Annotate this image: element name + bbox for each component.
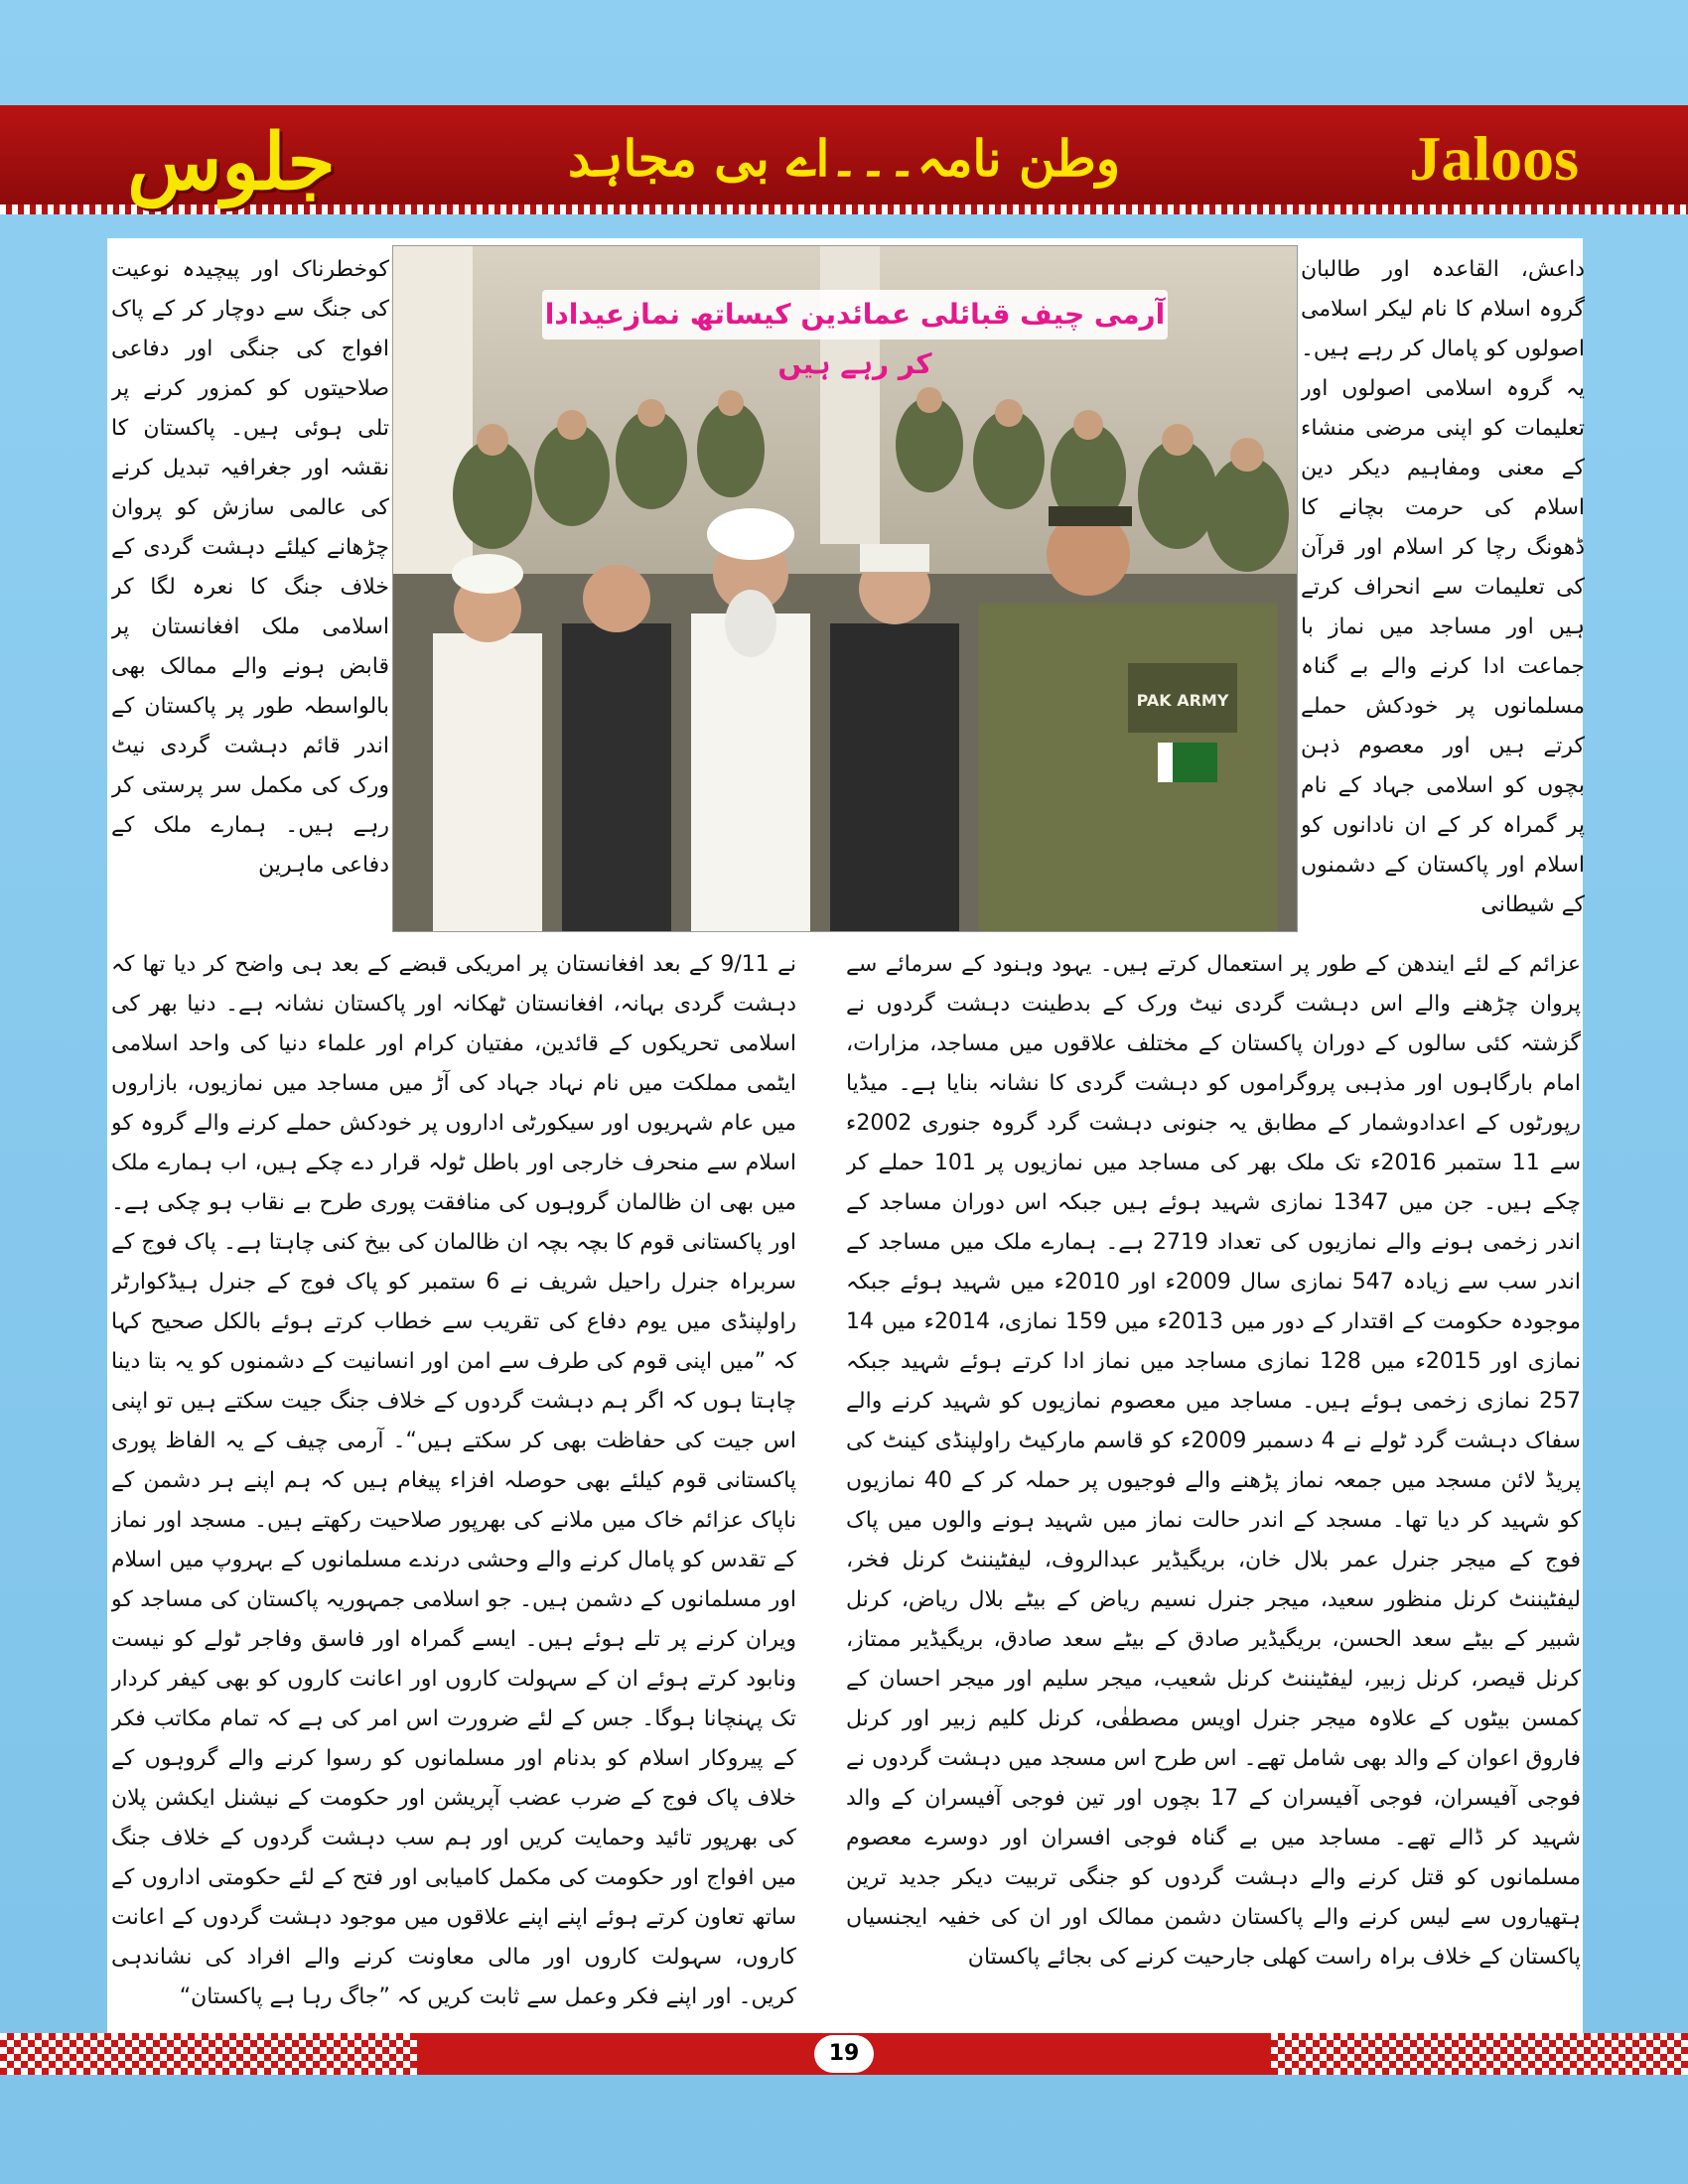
footer-checker-right	[1271, 2033, 1688, 2075]
column-left-top: کوخطرناک اور پیچیدہ نوعیت کی جنگ سے دوچار کر کے پاک افواج کی جنگی اور دفاعی صلاحیتوں کو کمزور کرنے پر تلی ہوئی ہیں۔ پاکستان کا نقشہ اور جغرافیہ تبدیل کرنے کی عالمی سازش کو پروان چڑھانے کیلئے دہشت گردی کے خلاف جنگ کا نعرہ لگا کر اسلامی ملک افغانستان پر قابض ہونے والے ممالک بھی بالواسطہ طور پر پاکستان کے اندر قائم دہشت گردی نیٹ ورک کی مکمل سر پرستی کر رہے ہیں۔ ہمارے ملک کے دفاعی ماہرین	[111, 257, 389, 878]
column-title: وطن نامہ۔۔۔اے بی مجاہد	[568, 129, 1120, 188]
uniform-patch-text: PAK ARMY	[1136, 691, 1229, 710]
column-right-top: داعش، القاعدہ اور طالبان گروہ اسلام کا نام لیکر اسلامی اصولوں کو پامال کر رہے ہیں۔ یہ گروہ اسلامی اصولوں اور تعلیمات کو اپنی مرضی منشاء کے معنی ومفاہیم دیکر دین اسلام کی حرمت بچانے کا ڈھونگ رچا کر اسلام اور قرآن کی تعلیمات سے انحراف کرتے ہیں اور مساجد میں نماز با جماعت ادا کرنے والے بے گناہ مسلمانوں پر خودکش حملے کرتے ہیں اور معصوم ذہن بچوں کو اسلامی جہاد کے نام پر گمراہ کر کے ان نادانوں کو اسلام اور پاکستان کے دشمنوں کے شیطانی	[1301, 257, 1585, 917]
logo-urdu: جلوس	[127, 117, 336, 207]
logo-english: Jaloos	[1409, 123, 1579, 194]
column-bottom-left: نے 9/11 کے بعد افغانستان پر امریکی قبضے کے بعد ہی واضح کر دیا تھا کہ دہشت گردی بہانہ، افغانستان ٹھکانہ اور پاکستان نشانہ ہے۔ دنیا بھر کی اسلامی تحریکوں کے قائدین، مفتیان کرام اور علماء دنیا کی واحد اسلامی ایٹمی مملکت میں نام نہاد جہاد کی آڑ میں مساجد میں نمازیوں، بازاروں میں عام شہریوں اور سیکورٹی اداروں پر خودکش حملے کرنے والے گروہ کو اسلام سے منحرف خارجی اور باطل ٹولہ قرار دے چکے ہیں، اب ہمارے ملک میں بھی ان ظالمان گروہوں کی منافقت پوری طرح بے نقاب ہو چکی ہے۔ اور پاکستانی قوم کا بچہ بچہ ان ظالمان کی بیخ کنی چاہتا ہے۔ پاک فوج کے سربراہ جنرل راحیل شریف نے 6 ستمبر کو پاک فوج کے جنرل ہیڈکوارٹر راولپنڈی میں یوم دفاع کی تقریب سے خطاب کرتے ہوئے بالکل صحیح کہا کہ ”میں اپنی قوم کی طرف سے امن اور انسانیت کے دشمنوں کو یہ بتا دینا چاہتا ہوں کہ اگر ہم دہشت گردوں کے خلاف جنگ جیت سکتے ہیں تو اپنی اس جیت کی حفاظت بھی کر سکتے ہیں“۔ آرمی چیف کے یہ الفاظ پوری پاکستانی قوم کیلئے بھی حوصلہ افزاء پیغام ہیں کہ ہم اپنے ہر دشمن کے ناپاک عزائم خاک میں ملانے کی بھرپور صلاحیت رکھتے ہیں۔ مسجد اور نماز کے تقدس کو پامال کرنے والے وحشی درندے مسلمانوں کے بہروپ میں اسلام اور مسلمانوں کے دشمن ہیں۔ جو اسلامی جمہوریہ پاکستان کی مساجد کو ویران کرنے پر تلے ہوئے ہیں۔ ایسے گمراہ اور فاسق وفاجر ٹولے کو نیست ونابود کرتے ہوئے ان کے سہولت کاروں اور اعانت کاروں کو بھی کیفر کردار تک پہنچانا ہوگا۔ جس کے لئے ضرورت اس امر کی ہے کہ تمام مکاتب فکر کے پیروکار اسلام کو بدنام اور مسلمانوں کو رسوا کرنے والے گروہوں کے خلاف پاک فوج کے ضرب عضب آپریشن اور حکومت کے نیشنل ایکشن پلان کی بھرپور تائید وحمایت کریں اور ہم سب دہشت گردوں کے خلاف جنگ میں افواج اور حکومت کی مکمل کامیابی اور فتح کے لئے حکومتی اداروں کے ساتھ تعاون کرتے ہوئے اپنے اپنے علاقوں میں موجود دہشت گردوں کے اعانت کاروں، سہولت کاروں اور مالی معاونت کرنے والے افراد کی نشاندہی کریں۔ اور اپنے فکر وعمل سے ثابت کریں کہ ”جاگ رہا ہے پاکستان“	[111, 952, 796, 2009]
page-number: 19	[814, 2035, 874, 2073]
footer-checker-left	[0, 2033, 417, 2075]
photo-caption: آرمی چیف قبائلی عمائدین کیساتھ نمازعیدادا کر رہے ہیں	[542, 290, 1168, 340]
column-bottom-right: عزائم کے لئے ایندھن کے طور پر استعمال کرتے ہیں۔ یہود وہنود کے سرمائے سے پروان چڑھنے والے اس دہشت گردی نیٹ ورک کے بدطینت دہشت گردوں نے گزشتہ کئی سالوں کے دوران پاکستان کے مختلف علاقوں میں مساجد، مزارات، امام بارگاہوں اور مذہبی پروگراموں کو دہشت گردی کا نشانہ بنایا ہے۔ میڈیا رپورٹوں کے اعدادوشمار کے مطابق یہ جنونی دہشت گرد گروہ جنوری 2002ء سے 11 ستمبر 2016ء تک ملک بھر کی مساجد میں نمازیوں پر 101 حملے کر چکے ہیں۔ جن میں 1347 نمازی شہید ہوئے ہیں جبکہ اس دوران مساجد کے اندر زخمی ہونے والے نمازیوں کی تعداد 2719 ہے۔ ہمارے ملک میں مساجد کے اندر سب سے زیادہ 547 نمازی سال 2009ء اور 2010ء میں شہید ہوئے جبکہ موجودہ حکومت کے اقتدار کے دور میں 2013ء میں 159 نمازی، 2014ء میں 14 نمازی اور 2015ء میں 128 نمازی مساجد میں نماز ادا کرتے ہوئے شہید جبکہ 257 نمازی زخمی ہوئے ہیں۔ مساجد میں معصوم نمازیوں کو شہید کرنے والے سفاک دہشت گرد ٹولے نے 4 دسمبر 2009ء کو قاسم مارکیٹ راولپنڈی کینٹ کی پریڈ لائن مسجد میں جمعہ نماز پڑھنے والے فوجیوں پر حملہ کر کے 40 نمازیوں کو شہید کر دیا تھا۔ مسجد کے اندر حالت نماز میں شہید ہونے والوں میں پاک فوج کے میجر جنرل عمر بلال خان، بریگیڈیر عبدالروف، لیفٹیننٹ کرنل فخر، لیفٹیننٹ کرنل منظور سعید، میجر جنرل نسیم ریاض کے بیٹے بلال ریاض، کرنل شبیر کے بیٹے سعد الحسن، بریگیڈیر صادق کے بیٹے سعد صادق، بریگیڈیر ممتاز، کرنل قیصر، کرنل زبیر، لیفٹیننٹ کرنل شعیب، میجر سلیم اور میجر احسان کے کمسن بیٹوں کے علاوہ میجر جنرل اویس مصطفٰی، کرنل کلیم زبیر اور کرنل فاروق اعوان کے والد بھی شامل تھے۔ اس طرح اس مسجد میں دہشت گردوں نے فوجی آفیسران، فوجی آفیسران کے 17 بچوں اور تین فوجی آفیسران کے والد شہید کر ڈالے تھے۔ مساجد میں بے گناہ فوجی افسران اور دوسرے معصوم مسلمانوں کو قتل کرنے والے دہشت گردوں کو جنگی تربیت دیکر جدید ترین ہتھیاروں سے لیس کرنے والے پاکستان دشمن ممالک اور ان کی خفیہ ایجنسیاں پاکستان کے خلاف براہ راست کھلی جارحیت کرنے کی بجائے پاکستان	[846, 952, 1581, 1970]
event-photo	[392, 245, 1298, 932]
